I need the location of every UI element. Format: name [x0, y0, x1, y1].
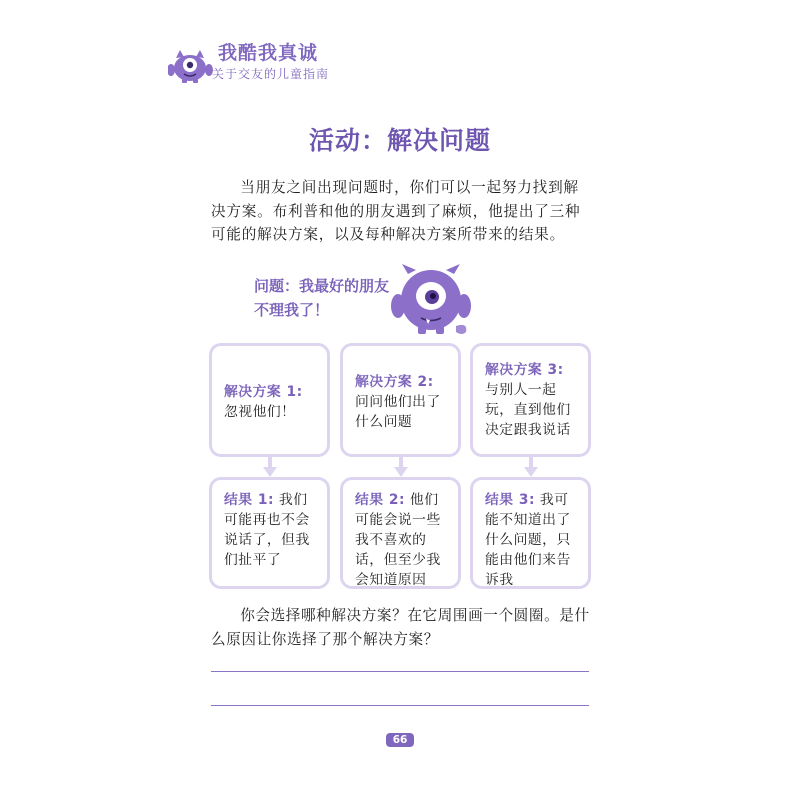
book-title: 我酷我真诚: [218, 42, 319, 64]
intro-paragraph: 当朋友之间出现问题时，你们可以一起努力找到解决方案。布利普和他的朋友遇到了麻烦，他提出了三种可能的解决方案，以及每种解决方案所带来的结果。: [211, 179, 581, 243]
result-box-3: [470, 477, 591, 589]
problem-statement: 问题：我最好的朋友不理我了！: [254, 277, 390, 319]
solution-text: 问问他们出了什么问题: [355, 394, 441, 430]
solution-label: 解决方案 3:: [485, 362, 564, 378]
solution-box-2: [340, 343, 461, 457]
monster-logo-icon: [168, 44, 214, 84]
solution-text: 忽视他们！: [224, 404, 296, 420]
question-paragraph: 你会选择哪种解决方案？在它周围画一个圆圈。是什么原因让你选择了那个解决方案？: [211, 607, 590, 648]
one-eyed-monster-icon: [388, 262, 474, 340]
solution-label: 解决方案 2:: [355, 374, 434, 390]
solution-label: 解决方案 1:: [224, 384, 303, 400]
solution-text: 与别人一起玩，直到他们决定跟我说话: [485, 382, 571, 438]
book-subtitle: 关于交友的儿童指南: [212, 67, 330, 81]
arrow-down-icon: [393, 456, 409, 478]
solution-box-1: [209, 343, 330, 457]
arrow-down-icon: [262, 456, 278, 478]
result-label: 结果 2:: [355, 492, 406, 508]
answer-line[interactable]: [211, 671, 589, 672]
result-box-2: [340, 477, 461, 589]
result-text: 我可能不知道出了什么问题，只能由他们来告诉我: [485, 492, 571, 588]
result-label: 结果 1:: [224, 492, 275, 508]
solution-box-3: [470, 343, 591, 457]
result-text: 我们可能再也不会说话了，但我们扯平了: [224, 492, 310, 568]
arrow-down-icon: [523, 456, 539, 478]
page-number: 66: [386, 733, 414, 747]
answer-line[interactable]: [211, 705, 589, 706]
result-label: 结果 3:: [485, 492, 536, 508]
activity-title: 活动：解决问题: [308, 126, 491, 155]
result-text: 他们可能会说一些我不喜欢的话，但至少我会知道原因: [355, 492, 441, 588]
result-box-1: [209, 477, 330, 589]
